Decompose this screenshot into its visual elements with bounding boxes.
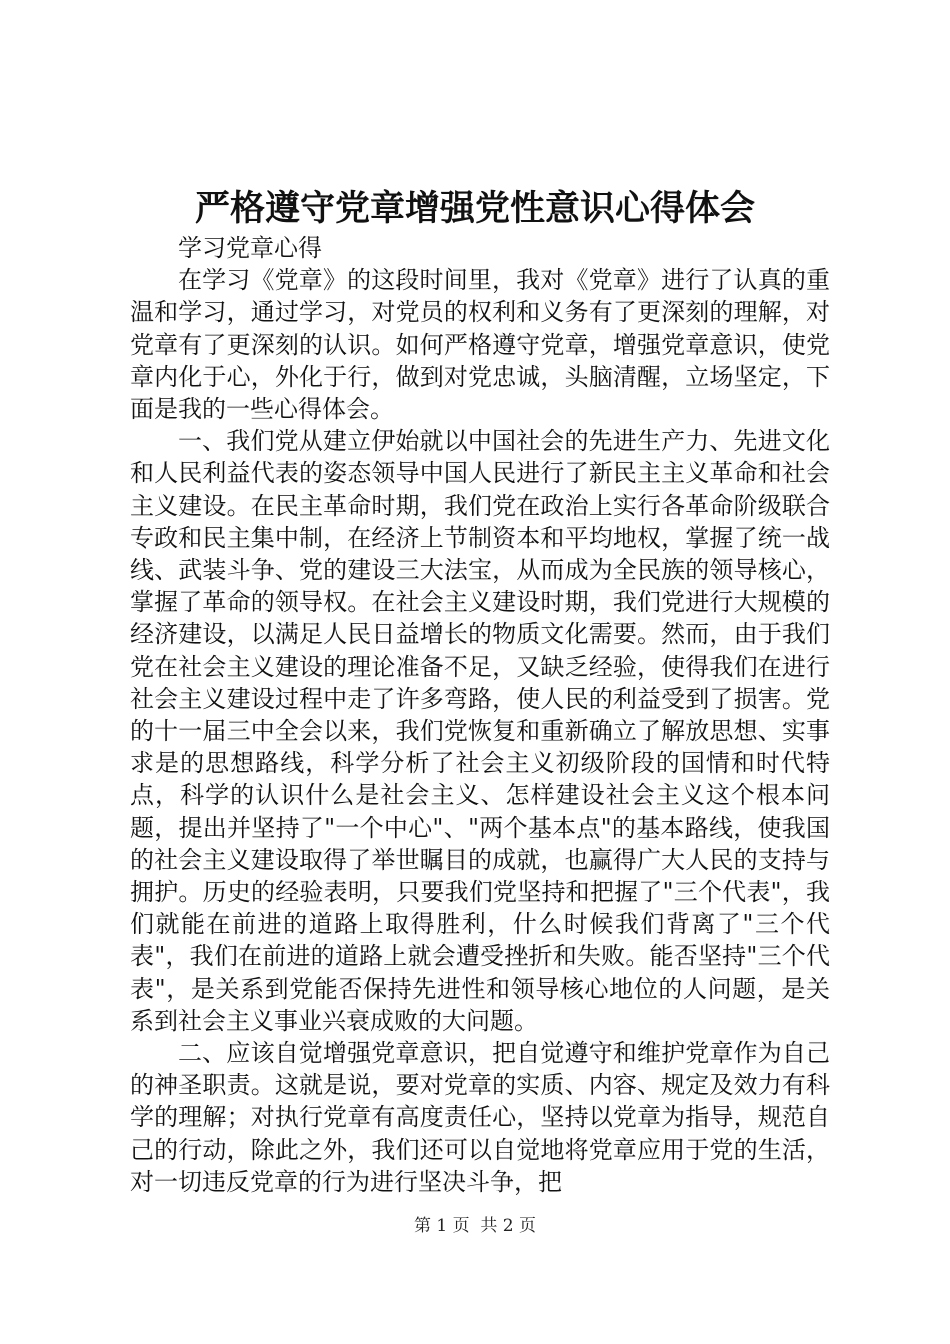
document-body <box>130 232 830 1198</box>
paragraph-intro: 在学习《党章》的这段时间里，我对《党章》进行了认真的重温和学习，通过学习，对党员的权利和义务有了更深刻的理解，对党章有了更深刻的认识。如何严格遵守党章，增强党章意识，使党章内化于心，外化于行，做到对党忠诚，头脑清醒，立场坚定，下面是我的一些心得体会。 <box>130 266 830 424</box>
document-title: 严格遵守党章增强党性意识心得体会 <box>194 188 755 229</box>
paragraph-section-one: 一、我们党从建立伊始就以中国社会的先进生产力、先进文化和人民利益代表的姿态领导中国人民进行了新民主主义革命和社会主义建设。在民主革命时期，我们党在政治上实行各革命阶级联合专政和民主集中制，在经济上节制资本和平均地权，掌握了统一战线、武装斗争、党的建设三大法宝，从而成为全民族的领导核心，掌握了革命的领导权。在社会主义建设时期，我们党进行大规模的经济建设，以满足人民日益增长的物质文化需要。然而，由于我们党在社会主义建设的理论准备不足，又缺乏经验，使得我们在进行社会主义建设过程中走了许多弯路，使人民的利益受到了损害。党的十一届三中全会以来，我们党恢复和重新确立了解放思想、实事求是的思想路线，科学分析了社会主义初级阶段的国情和时代特点，科学的认识什么是社会主义、怎样建设社会主义这个根本问题，提出并坚持了"一个中心"、"两个基本点"的基本路线，使我国的社会主义建设取得了举世瞩目的成就，也赢得广大人民的支持与拥护。历史的经验表明，只要我们党坚持和把握了"三个代表"，我们就能在前进的道路上取得胜利，什么时候我们背离了"三个代表"，我们在前进的道路上就会遭受挫折和失败。能否坚持"三个代表"，是关系到党能否保持先进性和领导核心地位的人问题，是关系到社会主义事业兴衰成败的大问题。 <box>130 427 830 1035</box>
paragraph-section-two: 二、应该自觉增强党章意识，把自觉遵守和维护党章作为自己的神圣职责。这就是说，要对党章的实质、内容、规定及效力有科学的理解；对执行党章有高度责任心，坚持以党章为指导，规范自己的行动，除此之外，我们还可以自觉地将党章应用于党的生活，对一切违反党章的行为进行坚决斗争，把 <box>130 1039 830 1196</box>
paragraph-subtitle: 学习党章心得 <box>178 234 322 262</box>
page-number-label: 第 1 页 共 2 页 <box>413 1216 537 1236</box>
page-footer <box>0 1213 950 1239</box>
